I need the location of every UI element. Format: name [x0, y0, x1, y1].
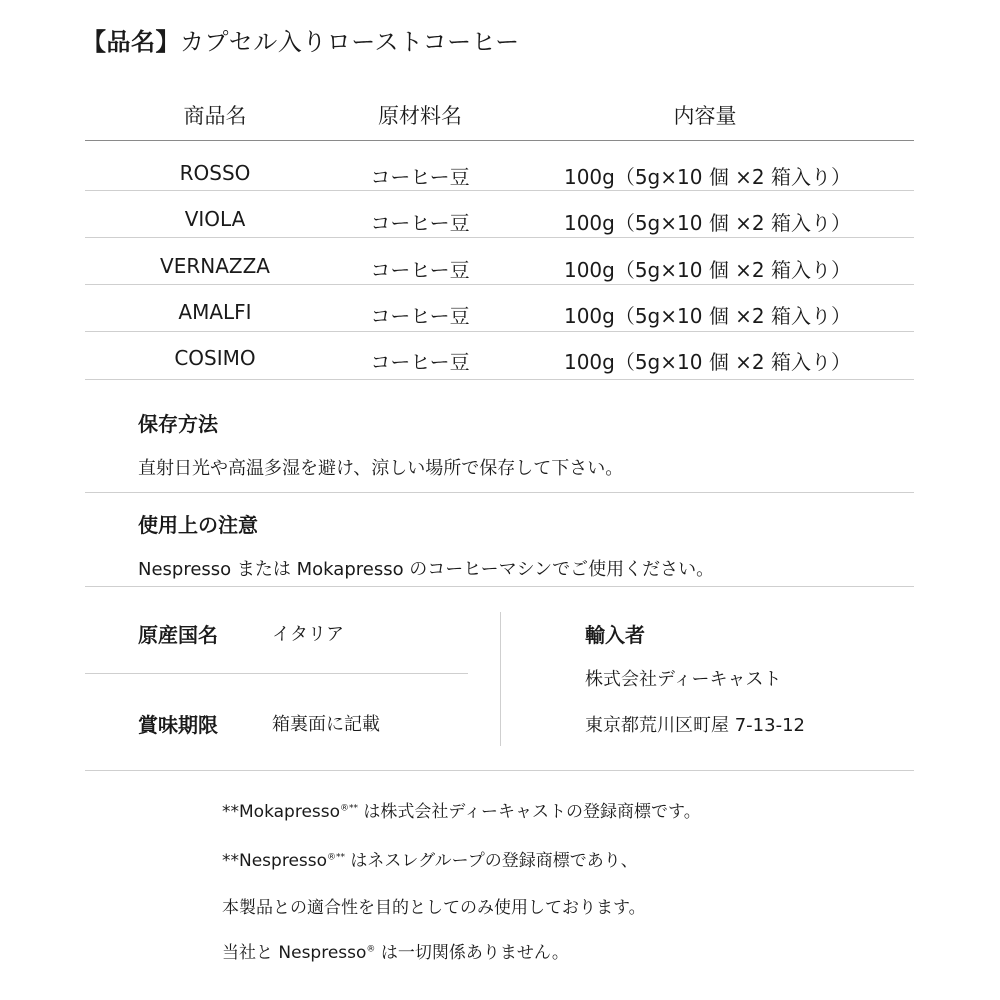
- row-name: ROSSO: [179, 161, 251, 185]
- disclaimer-note: [222, 938, 569, 963]
- row-ingredient: コーヒー豆: [370, 304, 470, 328]
- info-divider: [85, 673, 468, 674]
- importer-company: 株式会社ディーキャスト: [585, 669, 782, 690]
- importer-address: 東京都荒川区町屋 7-13-12: [585, 715, 805, 736]
- note-text: 当社と Nespresso: [222, 943, 367, 963]
- origin-label: 原産国名: [138, 623, 218, 647]
- storage-title: 保存方法: [138, 412, 218, 436]
- note-text: は一切関係ありません。: [375, 943, 569, 963]
- row-name: AMALFI: [178, 300, 252, 324]
- registered-mark: ®: [366, 944, 376, 955]
- row-content: 100g（5g×10 個 ×2 箱入り）: [563, 258, 852, 282]
- header-product-name: 商品名: [183, 104, 247, 128]
- compatibility-note: 本製品との適合性を目的としてのみ使用しております。: [222, 898, 646, 918]
- note-text: **Nespresso: [222, 851, 328, 871]
- section-divider: [85, 586, 914, 587]
- storage-text: 直射日光や高温多湿を避け、涼しい場所で保存して下さい。: [138, 458, 624, 479]
- section-divider: [85, 770, 914, 771]
- trademark-note-nespresso: [222, 846, 638, 871]
- note-text: は株式会社ディーキャストの登録商標です。: [358, 802, 701, 822]
- usage-text: Nespresso または Mokapresso のコーヒーマシンでご使用ください。: [138, 559, 715, 580]
- row-ingredient: コーヒー豆: [370, 258, 470, 282]
- row-ingredient: コーヒー豆: [370, 350, 470, 374]
- product-title-text: カプセル入りローストコーヒー: [180, 28, 520, 56]
- row-content: 100g（5g×10 個 ×2 箱入り）: [563, 211, 852, 235]
- row-divider: [85, 331, 914, 332]
- note-text: はネスレグループの登録商標であり、: [345, 851, 638, 871]
- trademark-note-mokapresso: [222, 797, 701, 822]
- row-name: COSIMO: [174, 346, 256, 370]
- row-content: 100g（5g×10 個 ×2 箱入り）: [563, 304, 852, 328]
- registered-mark: ®**: [327, 852, 346, 863]
- row-name: VIOLA: [184, 207, 246, 231]
- row-divider: [85, 379, 914, 380]
- row-divider: [85, 237, 914, 238]
- row-content: 100g（5g×10 個 ×2 箱入り）: [563, 165, 852, 189]
- table-header-divider: [85, 140, 914, 141]
- section-divider: [85, 492, 914, 493]
- info-vertical-divider: [500, 612, 501, 746]
- expiry-label: 賞味期限: [138, 713, 218, 737]
- product-title: [82, 22, 520, 57]
- header-ingredient: 原材料名: [378, 104, 462, 128]
- row-content: 100g（5g×10 個 ×2 箱入り）: [563, 350, 852, 374]
- importer-label: 輸入者: [585, 623, 645, 647]
- registered-mark: ®**: [340, 803, 359, 814]
- row-name: VERNAZZA: [160, 254, 270, 278]
- header-content: 内容量: [673, 104, 737, 128]
- origin-value: イタリア: [272, 624, 344, 645]
- usage-title: 使用上の注意: [138, 513, 258, 537]
- row-divider: [85, 284, 914, 285]
- product-title-label: 【品名】: [82, 28, 180, 56]
- row-ingredient: コーヒー豆: [370, 165, 470, 189]
- row-divider: [85, 190, 914, 191]
- row-ingredient: コーヒー豆: [370, 211, 470, 235]
- expiry-value: 箱裏面に記載: [272, 714, 380, 735]
- note-text: **Mokapresso: [222, 802, 341, 822]
